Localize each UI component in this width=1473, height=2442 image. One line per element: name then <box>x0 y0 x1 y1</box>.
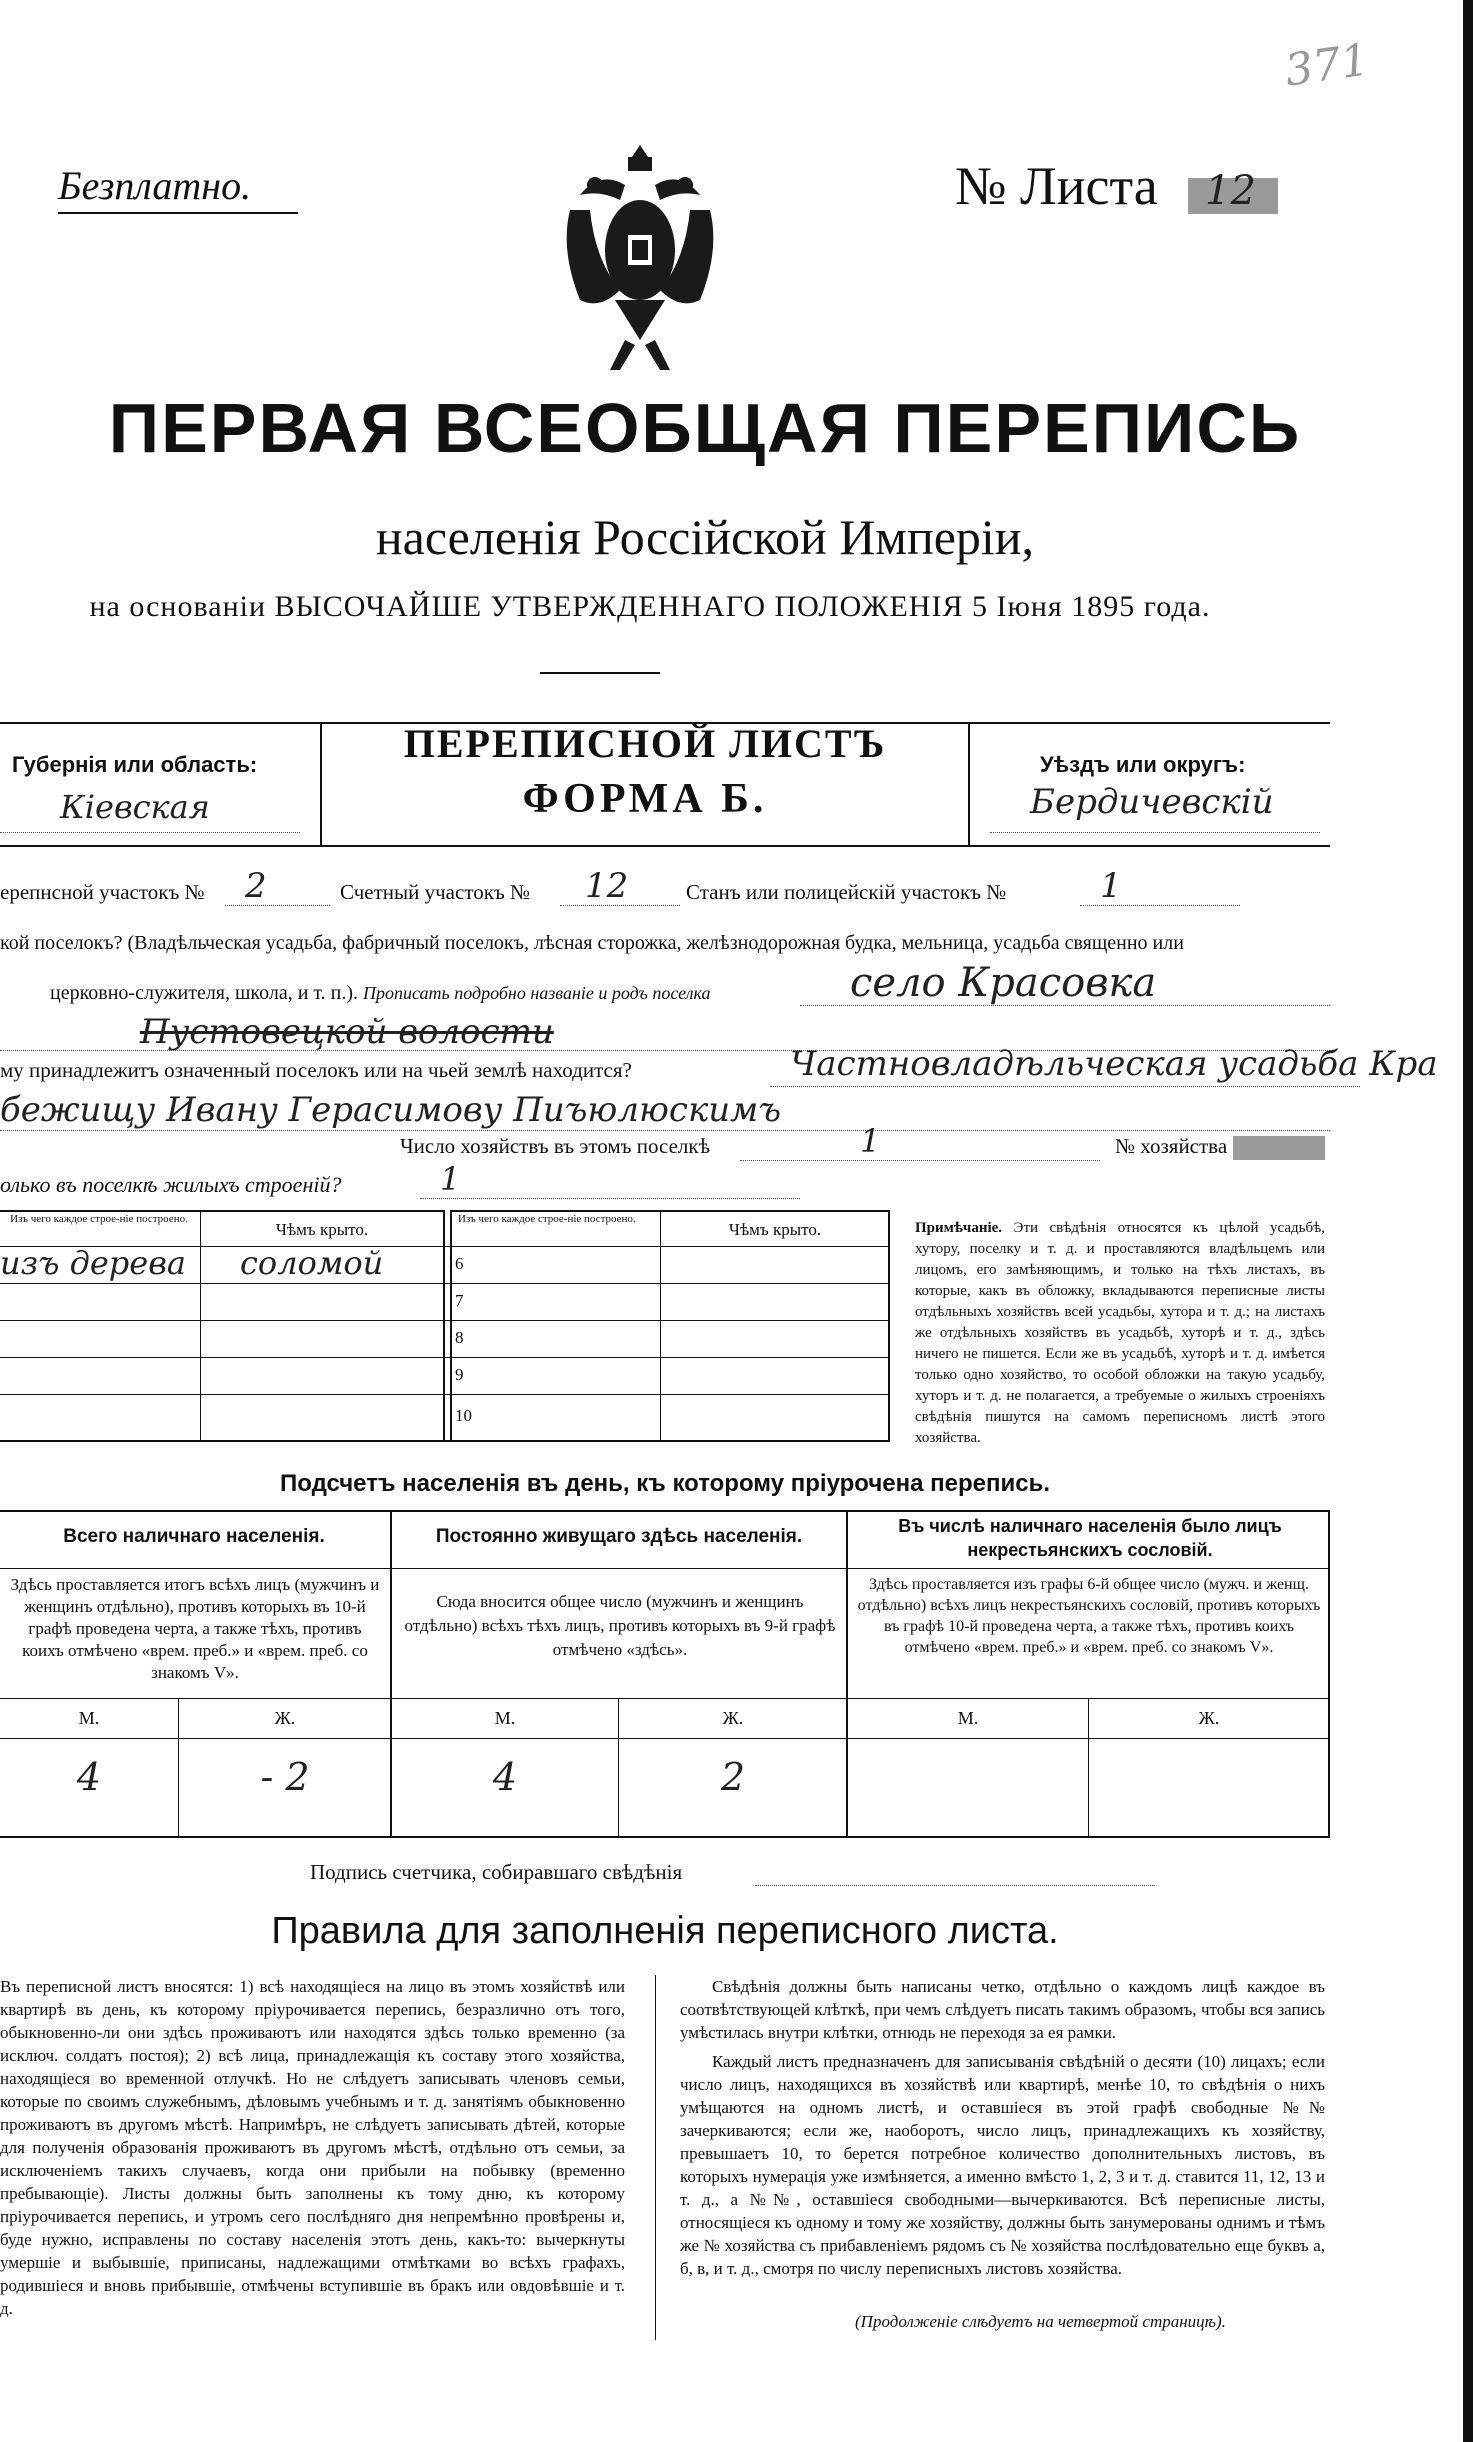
location-line-1 <box>0 880 205 905</box>
pt-col1-m-value: 4 <box>76 1755 102 1799</box>
bt-bottom <box>0 1440 890 1442</box>
settlement-value-2: Пустовецкой волости <box>140 1012 554 1052</box>
sheet-number <box>955 155 1158 217</box>
bt-col3-header: Изъ чего каждое строе-ніе построено. <box>458 1213 636 1225</box>
pt-mf-div-2 <box>618 1698 619 1838</box>
pt-title-line <box>0 1568 1330 1569</box>
signature-label: Подпись счетчика, собиравшаго свѣдѣнія <box>310 1860 683 1884</box>
pt-col2-f-label: Ж. <box>722 1708 744 1728</box>
rules-continued: (Продолженіе слѣдуетъ на четвертой страницѣ). <box>855 2312 1226 2331</box>
bt-row-number-9: 9 <box>455 1365 464 1384</box>
enumeration-area-value: 2 <box>245 866 267 906</box>
bt-row-2 <box>0 1320 890 1321</box>
counting-area-value: 12 <box>585 866 629 906</box>
province-value: Кіевская <box>60 788 210 826</box>
buildings-note <box>915 1218 1325 1449</box>
sheet-number-value: 12 <box>1205 168 1256 214</box>
owner-line <box>770 1086 1360 1087</box>
pt-col2-text: Сюда вносится общее число (мужчинъ и женщинъ отдѣльно) всѣхъ тѣхъ лицъ, противъ которыхъ въ 9-й графѣ отмѣчено «здѣсь». <box>404 1592 836 1659</box>
dwellings-line <box>420 1198 800 1199</box>
bt-row-number-8: 8 <box>455 1328 464 1347</box>
owner-question: му принадлежитъ означенный поселокъ или на чьей землѣ находится? <box>0 1058 632 1082</box>
province-label: Губернія или область: <box>12 752 258 777</box>
pt-col2-m-value: 4 <box>492 1755 518 1799</box>
bt-row-number-7: 7 <box>455 1291 464 1310</box>
pt-col1-f-value: - 2 <box>260 1755 310 1799</box>
households-line <box>740 1160 1100 1161</box>
page-edge-bar <box>1463 0 1473 2442</box>
pt-col2-title: Постоянно живущаго здѣсь населенія. <box>435 1526 803 1547</box>
district-value-line <box>990 832 1320 833</box>
pt-col1-text: Здѣсь проставляется итогъ всѣхъ лицъ (мужчинъ и женщинъ отдѣльно), противъ которыхъ въ 10-й графѣ проведена черта, а также тѣхъ, противъ коихъ отмѣчено «врем. преб.» и «врем. преб. со знакомъ V». <box>10 1575 380 1682</box>
counting-area-label: Счетный участокъ № <box>340 880 531 904</box>
bt-row-number-10: 10 <box>455 1406 472 1425</box>
bt-mid-right <box>450 1210 452 1442</box>
note-label: Примѣчаніе. <box>915 1220 1003 1236</box>
pt-mf-line <box>0 1738 1330 1739</box>
district-value: Бердичевскій <box>1030 782 1274 822</box>
settlement-type-text-2 <box>50 982 710 1005</box>
bt-row1-material: изъ дерева <box>0 1244 186 1282</box>
rules-left-column: Въ переписной листъ вносятся: 1) всѣ находящіеся на лицо въ этомъ хозяйствѣ или квартирѣ въ день, къ которому пріурочивается перепись, безразлично отъ того, обыкновенно-ли они здѣсь проживаютъ или находятся здѣсь только временно (за исключ. солдатъ постоя); 2) всѣ лица, принадлежащія къ составу этого хозяйства, находящіеся во временной отлучкѣ. Но не слѣдуетъ записывать членовъ семьи, которые по своимъ служебнымъ, дѣловымъ учебнымъ и т. д. занятіямъ обыкновенно проживаютъ въ другомъ мѣстѣ. Напримѣръ, не слѣдуетъ записывать дѣтей, которые для полученія образованія проживаютъ въ другомъ мѣстѣ, отдѣльно отъ семьи, за исключеніемъ такихъ случаевъ, когда они прибыли на побывку (временно пребывающіе). Листы должны быть заполнены къ тому дню, къ которому пріурочивается перепись, и утромъ сего послѣдняго дня непремѣнно провѣрены и, буде нужно, исправлены по составу населенія этотъ день, какъ-то: вычеркнуты умершіе и выбывшіе, приписаны, надлежащими отмѣтками во всѣхъ графахъ, родившіеся и вновь прибывшіе, отмѣчены вступившіе въ бракъ или овдовѣвшіе и т. д. <box>0 1977 625 2318</box>
form-b-label: ФОРМА Б. <box>522 776 768 822</box>
title-divider <box>540 672 660 674</box>
rules-right-column-1: Свѣдѣнія должны быть написаны четко, отдѣльно о каждомъ лицѣ каждое въ соотвѣтствующей клѣткѣ, при чемъ слѣдуетъ писать такимъ образомъ, чтобы вся запись умѣстилась внутри клѣтки, отнюдь не переходя за ея рамки. <box>680 1977 1325 2042</box>
pt-col1-f-label: Ж. <box>274 1708 296 1728</box>
population-table <box>0 1510 1330 1838</box>
archive-stamp: 371 <box>1281 34 1373 97</box>
pt-text-line <box>0 1698 1330 1699</box>
form-header-divider-right <box>968 722 970 847</box>
signature-line <box>755 1885 1155 1886</box>
pt-col2-m-label: М. <box>494 1708 516 1728</box>
note-text: Эти свѣдѣнія относятся къ цѣлой усадьбѣ, хутору, поселку и т. д. и проставляются владѣльцемъ или лицомъ, его замѣняющимъ, и только на тѣхъ листахъ, въ которые, какъ въ обложку, вкладываются переписные листы отдѣльныхъ хозяйствъ всей усадьбы, хутора и т. д.; на листахъ же отдѣльныхъ хозяйствъ въ усадьбѣ, хуторѣ и т. д., здѣсь ничего не пишется. Если же въ усадьбѣ, хуторѣ и т. д. имѣется только одно хозяйство, то особой обложки на такую усадьбу, хуторъ и т. д. не полагается, а требуемые о жилыхъ строеніяхъ свѣдѣнія пишутся на самомъ переписномъ листѣ этого хозяйства. <box>915 1220 1326 1446</box>
census-subtitle: населенія Россійской Имперіи, <box>375 509 1035 565</box>
owner-line-2 <box>0 1130 1330 1131</box>
settlement-type-text: кой поселокъ? (Владѣльческая усадьба, фабричный поселокъ, лѣсная сторожка, желѣзнодорожная будка, мельница, усадьба священно или <box>0 932 1184 954</box>
household-number-redaction <box>1233 1136 1325 1160</box>
pt-bottom <box>0 1836 1330 1838</box>
population-heading: Подсчетъ населенія въ день, къ которому пріурочена перепись. <box>280 1470 1050 1497</box>
households-label: Число хозяйствъ въ этомъ поселкѣ <box>400 1134 710 1158</box>
buildings-table <box>0 1210 890 1442</box>
rules-right-column-2: Каждый листъ предназначенъ для записыванія свѣдѣній о десяти (10) лицахъ; если число лицъ, находящихся въ хозяйствѣ или квартирѣ, менѣе 10, то свѣдѣнія о нихъ умѣщаются на одномъ листѣ, и оставшіеся въ этой графѣ свободные №№ зачеркиваются; если же, наоборотъ, число лицъ, принадлежащихъ къ хозяйству, превышаетъ 10, то берется потребное количество дополнительныхъ листовъ, въ которыхъ нумерація уже измѣняется, а именно вмѣсто 1, 2, 3 и т. д. ставится 11, 12, 13 и т. д., а №№, оставшіеся свободными—вычеркиваются. Всѣ переписные листы, относящіеся къ одному и тому же хозяйству, должны быть занумерованы однимъ и тѣмъ же № хозяйства съ прибавленіемъ рядомъ съ № хозяйства послѣдовательно еще буквъ а, б, в, и т. д., смотря по числу переписныхъ листовъ хозяйства. <box>680 2052 1325 2278</box>
owner-value-2: бежищу Ивану Герасимову Пиъюлюскимъ <box>0 1090 782 1130</box>
rules-column-divider <box>655 1975 656 2340</box>
rules-heading: Правила для заполненія переписного листа. <box>271 1910 1059 1952</box>
pt-mf-div-1 <box>178 1698 179 1838</box>
dwellings-value: 1 <box>440 1160 461 1198</box>
free-label-underline <box>58 212 298 214</box>
pt-mf-div-3 <box>1088 1698 1089 1838</box>
settlement-instruction: Прописать подробно названіе и родъ поселка <box>363 983 711 1003</box>
pt-top <box>0 1510 1330 1512</box>
double-headed-eagle-icon <box>540 140 740 380</box>
district-label: Уѣздъ или округъ: <box>1040 752 1246 777</box>
province-value-line <box>0 832 300 833</box>
police-area-label: Станъ или полицейскій участокъ № <box>686 880 1007 904</box>
pt-col3-text: Здѣсь проставляется изъ графы 6-й общее число (мужч. и женщ. отдѣльно) всѣхъ лицъ некрестьянскихъ сословій, противъ которыхъ въ графѣ 10-й проведена черта, а также тѣхъ, противъ коихъ отмѣчено «врем. преб.» и «врем. преб. со знакомъ V». <box>857 1576 1321 1656</box>
bt-row-1 <box>0 1283 890 1284</box>
settlement-examples: церковно-служителя, школа, и т. п.). <box>50 982 358 1004</box>
household-number-label: № хозяйства <box>1115 1134 1228 1158</box>
settlement-line <box>800 1005 1330 1006</box>
census-basis: на основаніи ВЫСОЧАЙШЕ УТВЕРЖДЕННАГО ПОЛОЖЕНІЯ 5 Іюня 1895 года. <box>89 590 1211 623</box>
bt-row1-roof: соломой <box>240 1244 384 1282</box>
sheet-number-label: № Листа <box>955 156 1158 216</box>
census-title: ПЕРВАЯ ВСЕОБЩАЯ ПЕРЕПИСЬ <box>108 389 1302 467</box>
bt-col-div-2 <box>660 1210 661 1442</box>
pt-right <box>1328 1510 1330 1838</box>
census-sheet-title: ПЕРЕПИСНОЙ ЛИСТЪ <box>403 721 887 766</box>
bt-right <box>888 1210 890 1442</box>
dwellings-question: олько въ поселкѣ жилыхъ строеній? <box>0 1172 342 1197</box>
settlement-value: село Красовка <box>850 960 1157 1006</box>
bt-col4-header: Чѣмъ крыто. <box>728 1220 822 1239</box>
enumeration-area-line <box>225 905 330 906</box>
bt-row-4 <box>0 1394 890 1395</box>
form-header-bottom <box>0 845 1330 847</box>
bt-row-number-6: 6 <box>455 1254 464 1273</box>
households-value: 1 <box>860 1122 881 1160</box>
owner-value: Частновладѣльческая усадьба Кра <box>790 1044 1438 1084</box>
pt-col3-f-label: Ж. <box>1198 1708 1220 1728</box>
police-area-value: 1 <box>1100 866 1122 906</box>
bt-mid-left <box>443 1210 445 1442</box>
police-area-line <box>1080 905 1240 906</box>
pt-div-2 <box>846 1510 848 1838</box>
pt-col3-m-label: М. <box>957 1708 979 1728</box>
pt-col3-title: Въ числѣ наличнаго населенія было лицъ некрестьянскихъ сословій. <box>898 1516 1282 1560</box>
bt-col-div-1 <box>200 1210 201 1442</box>
bt-col2-header: Чѣмъ крыто. <box>275 1220 369 1239</box>
bt-col1-header: Изъ чего каждое строе-ніе построено. <box>10 1213 188 1225</box>
free-label: Безплатно. <box>58 163 252 208</box>
pt-col1-m-label: М. <box>78 1708 100 1728</box>
pt-col1-title: Всего наличнаго населенія. <box>63 1526 325 1547</box>
counting-area-line <box>560 905 680 906</box>
enumeration-area-label: ерепнсной участокъ № <box>0 880 205 904</box>
pt-col2-f-value: 2 <box>720 1755 746 1799</box>
bt-row-3 <box>0 1357 890 1358</box>
